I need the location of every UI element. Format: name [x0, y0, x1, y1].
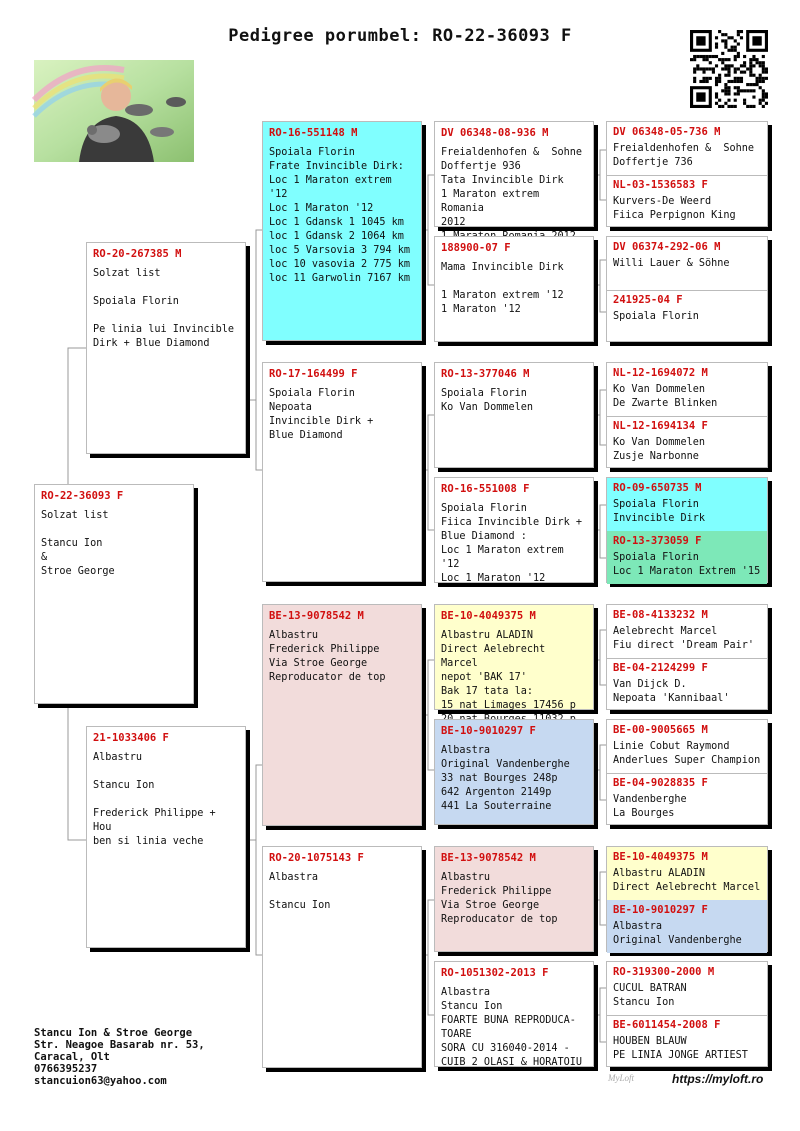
owner-contact: [34, 1027, 205, 1087]
pigeon-card-ddd[interactable]: [434, 961, 594, 1067]
ring-number: BE-10-9010297 F: [441, 725, 536, 737]
pigeon-card-g4[interactable]: [607, 290, 767, 343]
pigeon-card-g12[interactable]: [607, 773, 767, 826]
pigeon-details: CUCUL BATRAN Stancu Ion: [613, 983, 687, 1008]
pigeon-details: Albastra Stancu Ion: [269, 872, 331, 911]
pigeon-pair-2: [606, 236, 768, 342]
owner-email[interactable]: stancuion63@yahoo.com: [34, 1075, 167, 1087]
ring-number: RO-20-1075143 F: [269, 852, 364, 864]
ring-number: RO-13-377046 M: [441, 368, 530, 380]
ring-number: NL-03-1536583 F: [613, 179, 708, 191]
pigeon-card-g6[interactable]: [607, 416, 767, 469]
pigeon-details: Aelebrecht Marcel Fiu direct 'Dream Pair': [613, 626, 755, 651]
pigeon-details: Albastru Frederick Philippe Via Stroe George Reproducator de top: [441, 872, 558, 925]
ring-number: 188900-07 F: [441, 242, 511, 254]
pigeon-card-sds[interactable]: [434, 362, 594, 468]
ring-number: RO-17-164499 F: [269, 368, 358, 380]
pigeon-card-sire-sire[interactable]: [262, 121, 422, 341]
ring-number: RO-1051302-2013 F: [441, 967, 549, 979]
pigeon-card-dsd[interactable]: [434, 719, 594, 825]
pigeon-details: Freialdenhofen & Sohne Doffertje 936 Tata Invincible Dirk 1 Maraton extrem Romania 2012: [441, 147, 583, 228]
pigeon-card-dss[interactable]: [434, 604, 594, 710]
pigeon-card-sss[interactable]: [434, 121, 594, 227]
pigeon-card-g13[interactable]: [607, 847, 767, 900]
pigeon-details: Willi Lauer & Söhne: [613, 258, 730, 269]
website-link[interactable]: https://myloft.ro: [672, 1072, 764, 1086]
page-title: Pedigree porumbel: RO-22-36093 F: [228, 26, 572, 46]
pigeon-details: Albastru ALADIN Direct Aelebrecht Marcel nepot 'BAK 17' Bak 17 tata la: 15 nat Limages 17456 p: [441, 630, 576, 711]
ring-number: RO-16-551148 M: [269, 127, 358, 139]
ring-number: NL-12-1694072 M: [613, 367, 708, 379]
pigeon-card-g15[interactable]: [607, 962, 767, 1015]
ring-number: 21-1033406 F: [93, 732, 169, 744]
pigeon-card-sire[interactable]: [86, 242, 246, 454]
pigeon-details: Linie Cobut Raymond Anderlues Super Champion: [613, 741, 761, 766]
pigeon-card-sdd[interactable]: [434, 477, 594, 583]
pigeon-details: Freialdenhofen & Sohne Doffertje 736: [613, 143, 755, 168]
pigeon-details: Spoiala Florin Frate Invincible Dirk: Loc 1 Maraton extrem '12 Loc 1 Maraton '12 Loc 1 Gdansk 1 1045 km loc 1 Gdansk 2 1064 km loc 5 Varsovia 3 794 km loc 10 vasovia 2 775 km loc 11 Garwolin 7167 km: [269, 147, 411, 284]
pigeon-pair-8: [606, 961, 768, 1067]
pigeon-details: Kurvers-De Weerd Fiica Perpignon King: [613, 196, 736, 221]
pigeon-details: Vandenberghe La Bourges: [613, 794, 687, 819]
pigeon-details: Spoiala Florin Fiica Invincible Dirk + Blue Diamond : Loc 1 Maraton extrem '12 Loc 1 Maraton '12: [441, 503, 583, 584]
ring-number: BE-13-9078542 M: [441, 852, 536, 864]
ring-number: BE-6011454-2008 F: [613, 1019, 721, 1031]
ring-number: RO-16-551008 F: [441, 483, 530, 495]
pigeon-card-dam-dam[interactable]: [262, 846, 422, 1068]
pigeon-card-g11[interactable]: [607, 720, 767, 773]
owner-name: Stancu Ion & Stroe George: [34, 1027, 193, 1039]
pigeon-details: Albastru Frederick Philippe Via Stroe George Reproducator de top: [269, 630, 386, 683]
pigeon-details: Solzat list Spoiala Florin Pe linia lui Invincible Dirk + Blue Diamond: [93, 268, 235, 349]
pigeon-card-dds[interactable]: [434, 846, 594, 952]
ring-number: RO-319300-2000 M: [613, 966, 715, 978]
pigeon-details: Solzat list Stancu Ion & Stroe George: [41, 510, 115, 577]
ring-number: BE-04-2124299 F: [613, 662, 708, 674]
pigeon-card-g10[interactable]: [607, 658, 767, 711]
pigeon-pair-4: [606, 477, 768, 583]
pigeon-details: Spoiala Florin Nepoata Invincible Dirk + Blue Diamond: [269, 388, 374, 441]
pigeon-card-main[interactable]: [34, 484, 194, 704]
ring-number: RO-22-36093 F: [41, 490, 124, 502]
ring-number: BE-10-4049375 M: [613, 851, 708, 863]
pigeon-details: Spoiala Florin: [613, 311, 699, 322]
pigeon-card-g1[interactable]: [607, 122, 767, 175]
pigeon-card-dam[interactable]: [86, 726, 246, 948]
pigeon-card-g16[interactable]: [607, 1015, 767, 1068]
ring-number: DV 06374-292-06 M: [613, 241, 721, 253]
pigeon-pair-5: [606, 604, 768, 710]
ring-number: DV 06348-05-736 M: [613, 126, 721, 138]
pigeon-details: HOUBEN BLAUW PE LINIA JONGE ARTIEST: [613, 1036, 748, 1061]
pigeon-pair-3: [606, 362, 768, 468]
pigeon-card-sire-dam[interactable]: [262, 362, 422, 582]
ring-number: BE-08-4133232 M: [613, 609, 708, 621]
pigeon-card-g14[interactable]: [607, 900, 767, 953]
pigeon-details: Albastru ALADIN Direct Aelebrecht Marcel: [613, 868, 761, 893]
pigeon-details: Ko Van Dommelen Zusje Narbonne: [613, 437, 706, 462]
pigeon-card-ssd[interactable]: [434, 236, 594, 342]
pigeon-details: Spoiala Florin Invincible Dirk: [613, 499, 706, 524]
pigeon-card-g5[interactable]: [607, 363, 767, 416]
pigeon-card-dam-sire[interactable]: [262, 604, 422, 826]
myloft-logo: MyLoft: [608, 1073, 634, 1083]
ring-number: RO-09-650735 M: [613, 482, 702, 494]
ring-number: 241925-04 F: [613, 294, 683, 306]
pigeon-details: Ko Van Dommelen De Zwarte Blinken: [613, 384, 718, 409]
ring-number: BE-04-9028835 F: [613, 777, 708, 789]
pigeon-pair-1: [606, 121, 768, 227]
ring-number: RO-13-373059 F: [613, 535, 702, 547]
pigeon-details: Spoiala Florin Ko Van Dommelen: [441, 388, 534, 413]
owner-city: Caracal, Olt: [34, 1051, 110, 1063]
pigeon-details: Van Dijck D. Nepoata 'Kannibaal': [613, 679, 730, 704]
pigeon-details: Spoiala Florin Loc 1 Maraton Extrem '15: [613, 552, 761, 577]
pigeon-details: Mama Invincible Dirk 1 Maraton extrem '12 1 Maraton '12: [441, 262, 564, 315]
ring-number: BE-10-4049375 M: [441, 610, 536, 622]
pigeon-card-g8[interactable]: [607, 531, 767, 584]
pigeon-details: Albastra Original Vandenberghe 33 nat Bourges 248p 642 Argenton 2149p 441 La Souterraine: [441, 745, 570, 812]
ring-number: BE-13-9078542 M: [269, 610, 364, 622]
ring-number: BE-00-9005665 M: [613, 724, 708, 736]
ring-number: NL-12-1694134 F: [613, 420, 708, 432]
pigeon-pair-6: [606, 719, 768, 825]
owner-address: Str. Neagoe Basarab nr. 53,: [34, 1039, 205, 1051]
pigeon-details: Albastra Stancu Ion FOARTE BUNA REPRODUCA- TOARE SORA CU 316040-2014 - CUIB 2 OLASI & HORATOIU: [441, 987, 583, 1068]
pigeon-card-g3[interactable]: [607, 237, 767, 290]
owner-phone[interactable]: 0766395237: [34, 1063, 98, 1075]
pigeon-card-g2[interactable]: [607, 175, 767, 228]
ring-number: RO-20-267385 M: [93, 248, 182, 260]
pigeon-details: Albastra Original Vandenberghe: [613, 921, 742, 946]
pigeon-pair-7: [606, 846, 768, 952]
pigeon-card-g7[interactable]: [607, 478, 767, 531]
ring-number: DV 06348-08-936 M: [441, 127, 549, 139]
pigeon-card-g9[interactable]: [607, 605, 767, 658]
ring-number: BE-10-9010297 F: [613, 904, 708, 916]
pigeon-details: Albastru Stancu Ion Frederick Philippe + Hou ben si linia veche: [93, 752, 216, 847]
